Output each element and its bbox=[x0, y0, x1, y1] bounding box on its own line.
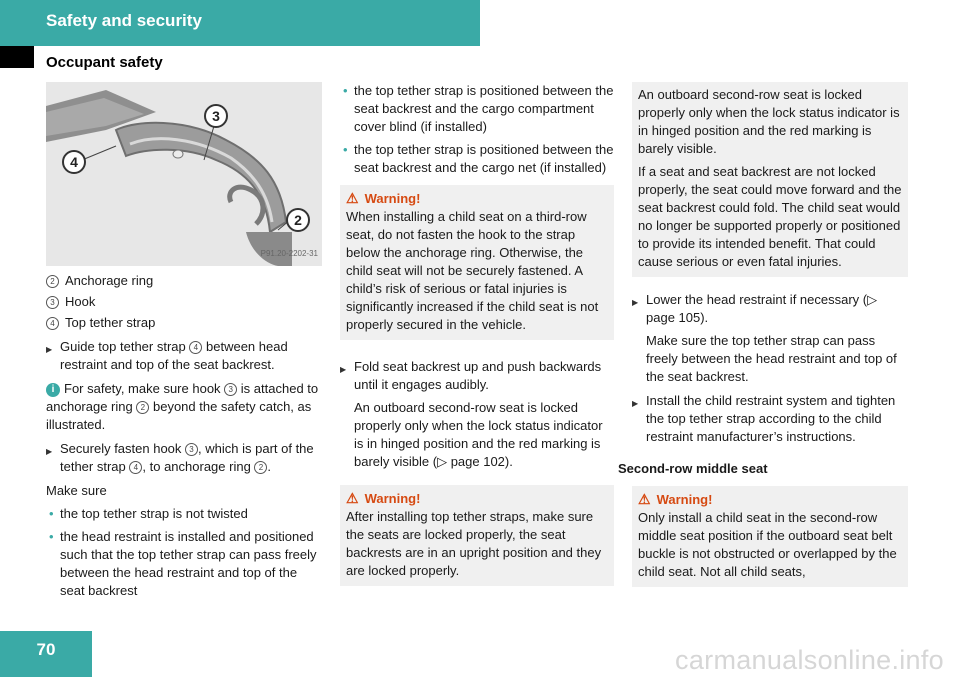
info-icon: i bbox=[46, 383, 60, 397]
warning-text: An outboard second-row seat is locked properly only when the lock status indicator is in hinged position and the red marking is barely visible. bbox=[638, 87, 900, 156]
checklist-item: • the top tether strap is positioned between the seat backrest and the cargo compartment cover blind (if installed) bbox=[340, 82, 614, 136]
legend-hook: 3 Hook bbox=[46, 293, 322, 311]
callout-3: 3 bbox=[212, 108, 220, 124]
warning-icon: ⚠ bbox=[638, 491, 651, 507]
legend-tether-strap: 4 Top tether strap bbox=[46, 314, 322, 332]
warning-box-seat-lock bbox=[340, 485, 614, 586]
heading-second-row-middle-seat: Second-row middle seat bbox=[618, 461, 768, 476]
make-sure-label: Make sure bbox=[46, 483, 107, 498]
warning-continuation-box bbox=[632, 82, 908, 277]
watermark: carmanualsonline.info bbox=[675, 645, 944, 675]
warning-text: If a seat and seat backrest are not locked properly, the seat could move forward and the seat backrest could fold. The child seat would no longer be supported properly or positioned to provide its intended benefit. That could cause serious or even fatal injuries. bbox=[638, 164, 902, 269]
checklist-item: • the head restraint is installed and positioned such that the top tether strap can pass freely between the head restraint and top of the seat backrest bbox=[46, 528, 322, 600]
warning-label: Warning! bbox=[364, 191, 421, 206]
subsection-title: Occupant safety bbox=[46, 54, 163, 71]
warning-text: Only install a child seat in the second-row middle seat position if the outboard seat belt buckle is not obstructed or overlapped by the child seat. Not all child seats, bbox=[638, 510, 897, 579]
warning-icon: ⚠ bbox=[346, 490, 359, 506]
callout-2: 2 bbox=[294, 212, 302, 228]
instruction-fasten-hook: ▶ Securely fasten hook 3 , which is part of the tether strap 4 , to anchorage ring 2 . bbox=[46, 440, 322, 476]
warning-box-third-row bbox=[340, 185, 614, 340]
page-number: 70 bbox=[36, 640, 56, 659]
tether-hook-drawing bbox=[46, 82, 322, 266]
instruction-guide-strap: ▶ Guide top tether strap 4 between head restraint and top of the seat backrest. bbox=[46, 338, 322, 374]
checklist-item: • the top tether strap is not twisted bbox=[46, 505, 322, 523]
warning-label: Warning! bbox=[656, 492, 713, 507]
figure-code: P91.20-2202-31 bbox=[260, 249, 318, 258]
callout-4: 4 bbox=[70, 154, 78, 170]
warning-text: When installing a child seat on a third-row seat, do not fasten the hook to the strap below the anchorage ring. Otherwise, the child seat will not be securely fastened. A child’s risk of serious or fatal injuries is significantly increased if the child seat is not properly secured in the vehicle. bbox=[346, 209, 599, 332]
column-right bbox=[618, 82, 908, 587]
instruction-detail: Make sure the top tether strap can pass freely between the head restraint and top of the seat backrest. bbox=[646, 333, 897, 384]
instruction-install-restraint: ▶ Install the child restraint system and tighten the top tether strap according to the child restraint manufacturer’s instructions. bbox=[632, 392, 908, 446]
instruction-fold-backrest: ▶ Fold seat backrest up and push backwards until it engages audibly. bbox=[340, 358, 614, 394]
instruction-detail: An outboard second-row seat is locked properly only when the lock status indicator is in hinged position and the red marking is barely visible (▷ page 102). bbox=[354, 400, 603, 469]
tether-illustration bbox=[46, 82, 322, 266]
legend-anchorage-ring: 2 Anchorage ring bbox=[46, 272, 322, 290]
instruction-lower-head-restraint: ▶ Lower the head restraint if necessary (▷ page 105). bbox=[632, 291, 908, 327]
warning-icon: ⚠ bbox=[346, 190, 359, 206]
header-tab-marker bbox=[0, 46, 34, 68]
warning-box-middle-seat bbox=[632, 486, 908, 587]
column-left bbox=[46, 82, 322, 600]
warning-text: After installing top tether straps, make sure the seats are locked properly, the seat backrests are in an upright position and they are locked properly. bbox=[346, 509, 602, 578]
warning-label: Warning! bbox=[364, 491, 421, 506]
checklist-item: • the top tether strap is positioned between the seat backrest and the cargo net (if installed) bbox=[340, 141, 614, 177]
info-note: i For safety, make sure hook 3 is attached to anchorage ring 2 beyond the safety catch, as illustrated. bbox=[46, 381, 319, 432]
section-title: Safety and security bbox=[46, 11, 202, 30]
column-middle bbox=[340, 82, 614, 586]
